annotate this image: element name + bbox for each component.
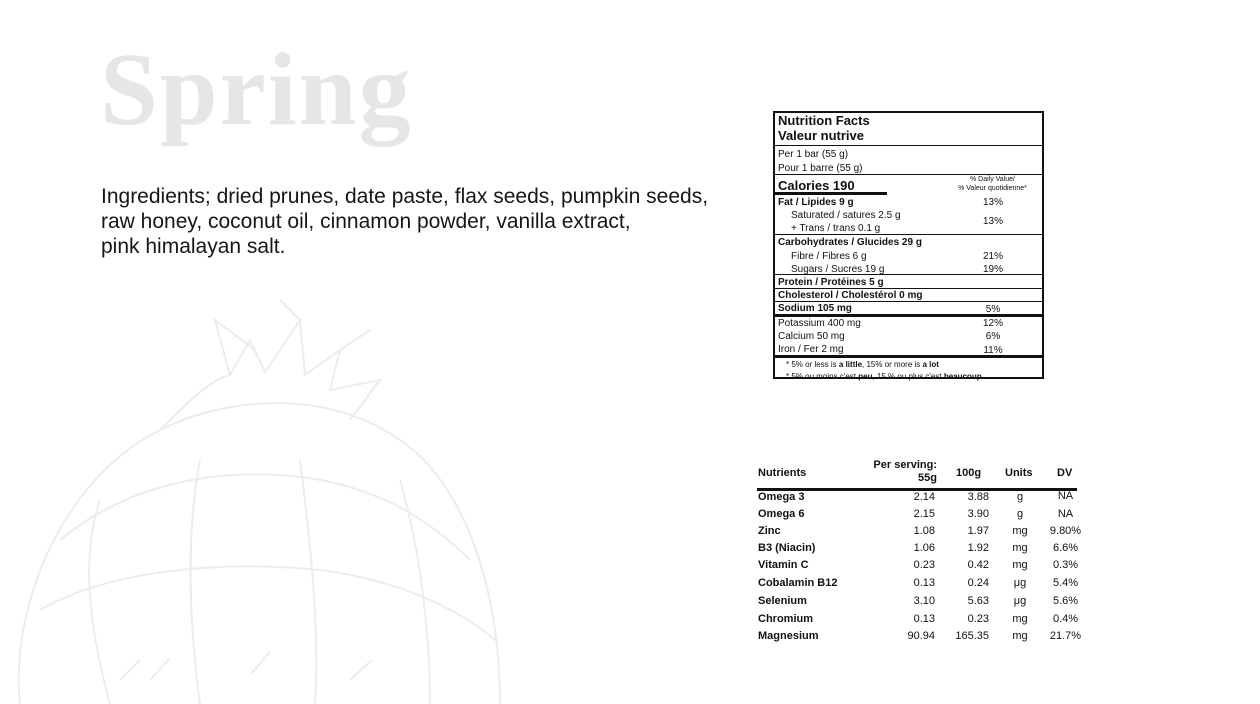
dv-value: 21.7%: [1049, 630, 1082, 642]
table-row: [757, 525, 1093, 542]
nutrient-name: Selenium: [758, 595, 807, 607]
nutrient-name: Omega 6: [758, 508, 805, 520]
unit-value: mg: [1012, 613, 1028, 625]
calcium-percent: 6%: [985, 331, 1001, 342]
per-serving-value: 0.13: [913, 613, 935, 625]
per-100g-value: 0.42: [967, 559, 989, 571]
per-serving-value: 2.15: [913, 508, 935, 520]
iron-percent: 11%: [983, 345, 1003, 356]
unit-value: mg: [1012, 525, 1028, 537]
nutrient-name: Cobalamin B12: [758, 577, 838, 589]
per-100g-value: 0.23: [967, 613, 989, 625]
nutrient-name: Zinc: [758, 525, 781, 537]
daily-value-header-en: % Daily Value/: [969, 176, 1015, 183]
calcium-row: Calcium 50 mg: [778, 331, 845, 342]
footnote-fr: [778, 370, 1039, 383]
page-title: Spring: [100, 32, 413, 147]
divider: [775, 145, 1042, 146]
dv-value: NA: [1057, 490, 1074, 502]
fat-percent: 13%: [982, 197, 1003, 208]
footnote-emphasis: beaucoup: [943, 372, 982, 381]
dv-value: NA: [1057, 508, 1074, 520]
fibre-row: Fibre / Fibres 6 g: [791, 251, 867, 262]
per-serving-value: 0.13: [913, 577, 935, 589]
nutrition-facts-title-fr: Valeur nutrive: [778, 128, 864, 143]
nutrition-facts-title-en: Nutrition Facts: [778, 113, 870, 128]
per-100g-value: 3.90: [967, 508, 989, 520]
per-100g-value: 3.88: [967, 491, 989, 503]
footnote-text: * 5% or less is: [786, 360, 839, 369]
dv-value: 0.4%: [1052, 613, 1079, 625]
fat-row: Fat / Lipides 9 g: [778, 197, 854, 208]
saturated-trans-percent: 13%: [982, 216, 1003, 227]
sodium-percent: 5%: [985, 304, 1001, 315]
table-row: [757, 630, 1093, 647]
potassium-row: Potassium 400 mg: [778, 318, 861, 329]
per-serving-value: 3.10: [913, 595, 935, 607]
nutrient-name: Omega 3: [758, 491, 805, 503]
ingredients-text: [101, 184, 761, 259]
unit-value: mg: [1012, 559, 1028, 571]
header-100g: 100g: [956, 467, 982, 479]
cholesterol-row: Cholesterol / Cholestérol 0 mg: [778, 290, 923, 301]
table-row: [757, 508, 1093, 525]
table-row: [757, 613, 1093, 630]
unit-value: g: [1016, 491, 1024, 503]
ingredients-line: Ingredients; dried prunes, date paste, flax seeds, pumpkin seeds,: [101, 185, 709, 208]
per-serving-value: 0.23: [913, 559, 935, 571]
unit-value: μg: [1013, 577, 1027, 589]
divider: [775, 274, 1042, 275]
per-serving-value: 90.94: [907, 630, 935, 642]
sodium-row: Sodium 105 mg: [778, 303, 852, 314]
footnote-emphasis: a lot: [922, 360, 939, 369]
table-row: [757, 542, 1093, 559]
per-100g-value: 5.63: [967, 595, 989, 607]
daily-value-header-fr: % Valeur quotidienne*: [958, 185, 1027, 192]
serving-size-fr: Pour 1 barre (55 g): [778, 163, 863, 174]
table-row: [757, 577, 1093, 594]
nutrient-name: Magnesium: [758, 630, 819, 642]
dv-value: 5.6%: [1052, 595, 1079, 607]
per-serving-value: 2.14: [913, 491, 935, 503]
nutrition-facts-panel: [773, 111, 1044, 379]
per-100g-value: 1.97: [967, 525, 989, 537]
dv-value: 0.3%: [1052, 559, 1079, 571]
dv-value: 5.4%: [1052, 577, 1079, 589]
unit-value: mg: [1012, 630, 1028, 642]
footnote-text: , 15 % ou plus c'est: [872, 372, 944, 381]
unit-value: mg: [1012, 542, 1028, 554]
unit-value: g: [1016, 508, 1024, 520]
per-serving-value: 1.06: [913, 542, 935, 554]
header-dv: DV: [1057, 467, 1073, 479]
saturated-row: Saturated / satures 2.5 g: [791, 210, 901, 221]
nutrient-name: Vitamin C: [758, 559, 809, 571]
per-serving-value: 1.08: [913, 525, 935, 537]
serving-size-en: Per 1 bar (55 g): [778, 149, 849, 160]
table-row: [757, 491, 1093, 508]
header-per-serving-line2: 55g: [918, 472, 937, 484]
nutrient-name: Chromium: [758, 613, 813, 625]
dv-value: 6.6%: [1052, 542, 1079, 554]
header-units: Units: [1005, 467, 1033, 479]
table-row: [757, 595, 1093, 612]
iron-row: Iron / Fer 2 mg: [778, 344, 844, 355]
footnote-emphasis: peu: [858, 372, 873, 381]
fibre-percent: 21%: [982, 251, 1003, 262]
nutrient-name: B3 (Niacin): [758, 542, 816, 554]
table-row: [757, 559, 1093, 576]
per-100g-value: 165.35: [955, 630, 989, 642]
protein-row: Protein / Protéines 5 g: [778, 277, 884, 288]
per-100g-value: 1.92: [967, 542, 989, 554]
header-per-serving-line1: Per serving:: [873, 459, 937, 471]
footnote-text: , 15% or more is: [862, 360, 923, 369]
divider: [775, 234, 1042, 235]
potassium-percent: 12%: [982, 318, 1003, 329]
carbohydrates-row: Carbohydrates / Glucides 29 g: [778, 237, 922, 248]
unit-value: μg: [1013, 595, 1027, 607]
trans-row: + Trans / trans 0.1 g: [791, 223, 881, 234]
per-100g-value: 0.24: [967, 577, 989, 589]
header-per-serving: [867, 459, 937, 485]
header-nutrients: Nutrients: [758, 467, 807, 479]
ingredients-line: raw honey, coconut oil, cinnamon powder, vanilla extract,: [101, 210, 631, 233]
sugars-percent: 19%: [982, 264, 1003, 275]
sugars-row: Sugars / Sucres 19 g: [791, 264, 885, 275]
divider-thick: [775, 192, 887, 195]
dv-value: 9.80%: [1049, 525, 1082, 537]
ingredients-line: pink himalayan salt.: [101, 235, 286, 258]
footnote-text: * 5% ou moins c'est: [786, 372, 859, 381]
pomegranate-sketch-illustration: [0, 280, 520, 704]
calories: Calories 190: [778, 178, 855, 193]
footnote-emphasis: a little: [838, 360, 863, 369]
